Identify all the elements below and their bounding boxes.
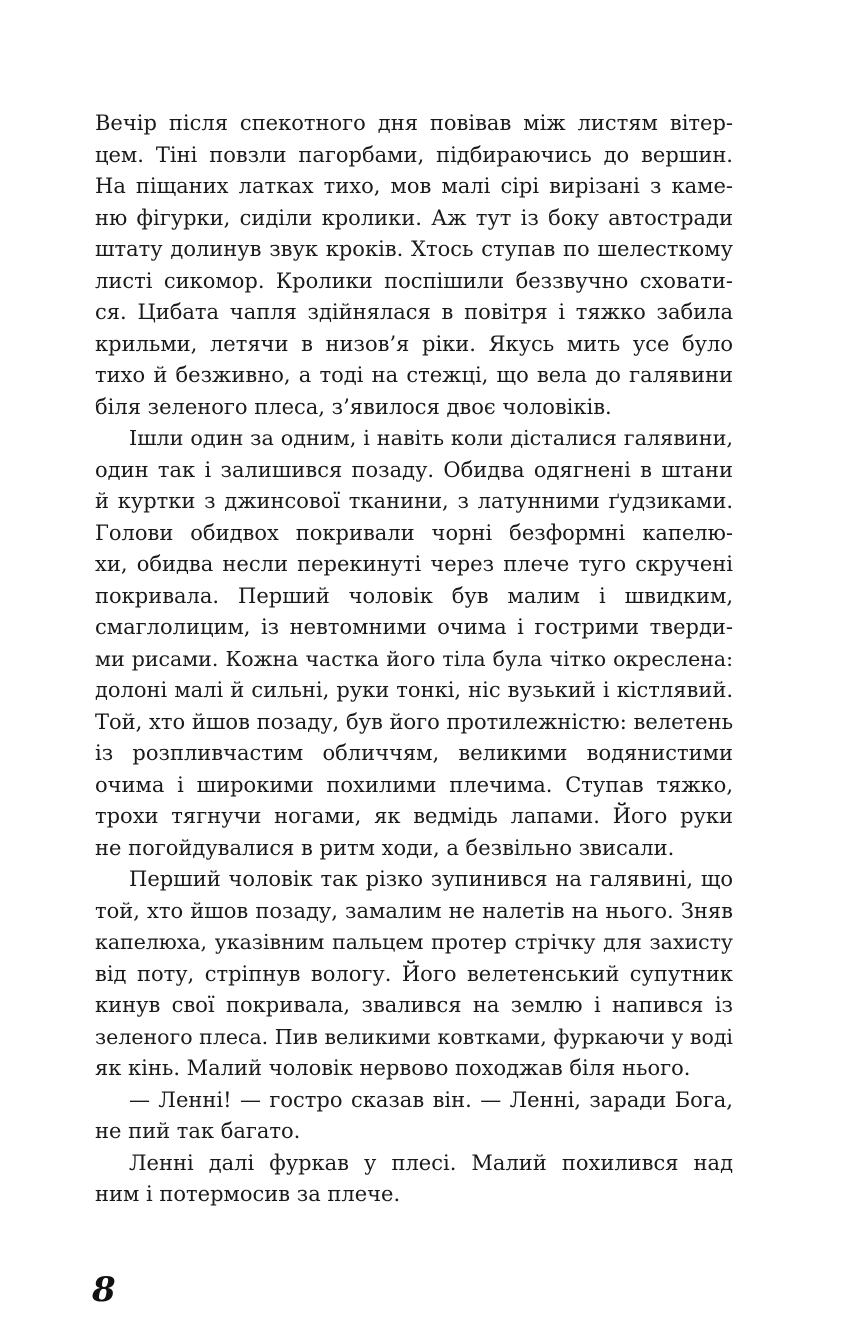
text-line: й куртки з джинсової тканини, з латунними ґудзиками. <box>95 489 733 513</box>
paragraph <box>95 864 733 1085</box>
paragraph <box>95 1085 733 1148</box>
text-line: не пий так багато. <box>95 1119 301 1143</box>
text-line: трохи тягнучи ногами, як ведмідь лапами. Його руки <box>95 804 733 828</box>
text-line: ним і потермосив за плече. <box>95 1182 401 1206</box>
text-line: із розпливчастим обличчям, великими водянистими <box>95 741 733 765</box>
paragraph <box>95 108 733 423</box>
text-line: долоні малі й сильні, руки тонкі, ніс вузький і кістлявий. <box>95 678 733 702</box>
text-line: листі сикомор. Кролики поспішили беззвучно сховати- <box>95 268 733 293</box>
text-line: від поту, стріпнув вологу. Його велетенський супутник <box>95 961 733 986</box>
text-line: кинув свої покривала, звалився на землю і напився із <box>95 993 733 1017</box>
text-line: На піщаних латках тихо, мов малі сірі вирізані з каме- <box>95 174 733 198</box>
text-line: Той, хто йшов позаду, був його протилежністю: велетень <box>95 709 733 734</box>
text-line: крильми, летячи в низов’я ріки. Якусь мить усе було <box>95 331 733 356</box>
text-line: очима і широкими похилими плечима. Ступав тяжко, <box>95 772 733 797</box>
text-line: зеленого плеса. Пив великими ковтками, фуркаючи у воді <box>95 1024 733 1049</box>
text-line: Голови обидвох покривали чорні безформні капелю- <box>95 520 733 545</box>
page-number: 8 <box>92 1270 116 1310</box>
text-line: як кінь. Малий чоловік нервово походжав біля нього. <box>95 1056 691 1080</box>
text-line: Вечір після спекотного дня повівав між листям вітер- <box>95 111 733 135</box>
paragraph <box>95 1148 733 1211</box>
text-line: біля зеленого плеса, з’явилося двоє чоловіків. <box>95 394 612 419</box>
text-line: той, хто йшов позаду, замалим не налетів на нього. Зняв <box>95 898 733 923</box>
text-line: Ленні далі фуркав у плесі. Малий похилився над <box>129 1150 733 1175</box>
text-line: не погойдувалися в ритм ходи, а безвільно звисали. <box>95 835 675 860</box>
text-line: тихо й безживно, а тоді на стежці, що вела до галявини <box>95 363 733 387</box>
text-line: Перший чоловік так різко зупинився на галявині, що <box>129 867 733 891</box>
text-line: один так і залишився позаду. Обидва одягнені в штани <box>95 457 733 482</box>
paragraph <box>95 423 733 864</box>
text-line: ся. Цибата чапля здійнялася в повітря і тяжко забила <box>95 300 733 324</box>
text-line: ми рисами. Кожна частка його тіла була чітко окреслена: <box>95 646 733 671</box>
text-line: смаглолицим, із невтомними очима і гострими тверди- <box>95 615 733 639</box>
text-line: покривала. Перший чоловік був малим і швидким, <box>95 583 733 608</box>
text-line: капелюха, указівним пальцем протер стрічку для захисту <box>95 930 733 954</box>
text-line: — Ленні! — гостро сказав він. — Ленні, заради Бога, <box>129 1087 733 1112</box>
text-line: штату долинув звук кроків. Хтось ступав по шелесткому <box>95 237 733 261</box>
body-text <box>95 108 733 1211</box>
text-line: Ішли один за одним, і навіть коли дісталися галявини, <box>129 426 733 450</box>
text-line: цем. Тіні повзли пагорбами, підбираючись до вершин. <box>95 142 733 167</box>
text-line: хи, обидва несли перекинуті через плече туго скручені <box>95 552 733 576</box>
text-line: ню фігурки, сиділи кролики. Аж тут із боку автостради <box>95 205 733 230</box>
